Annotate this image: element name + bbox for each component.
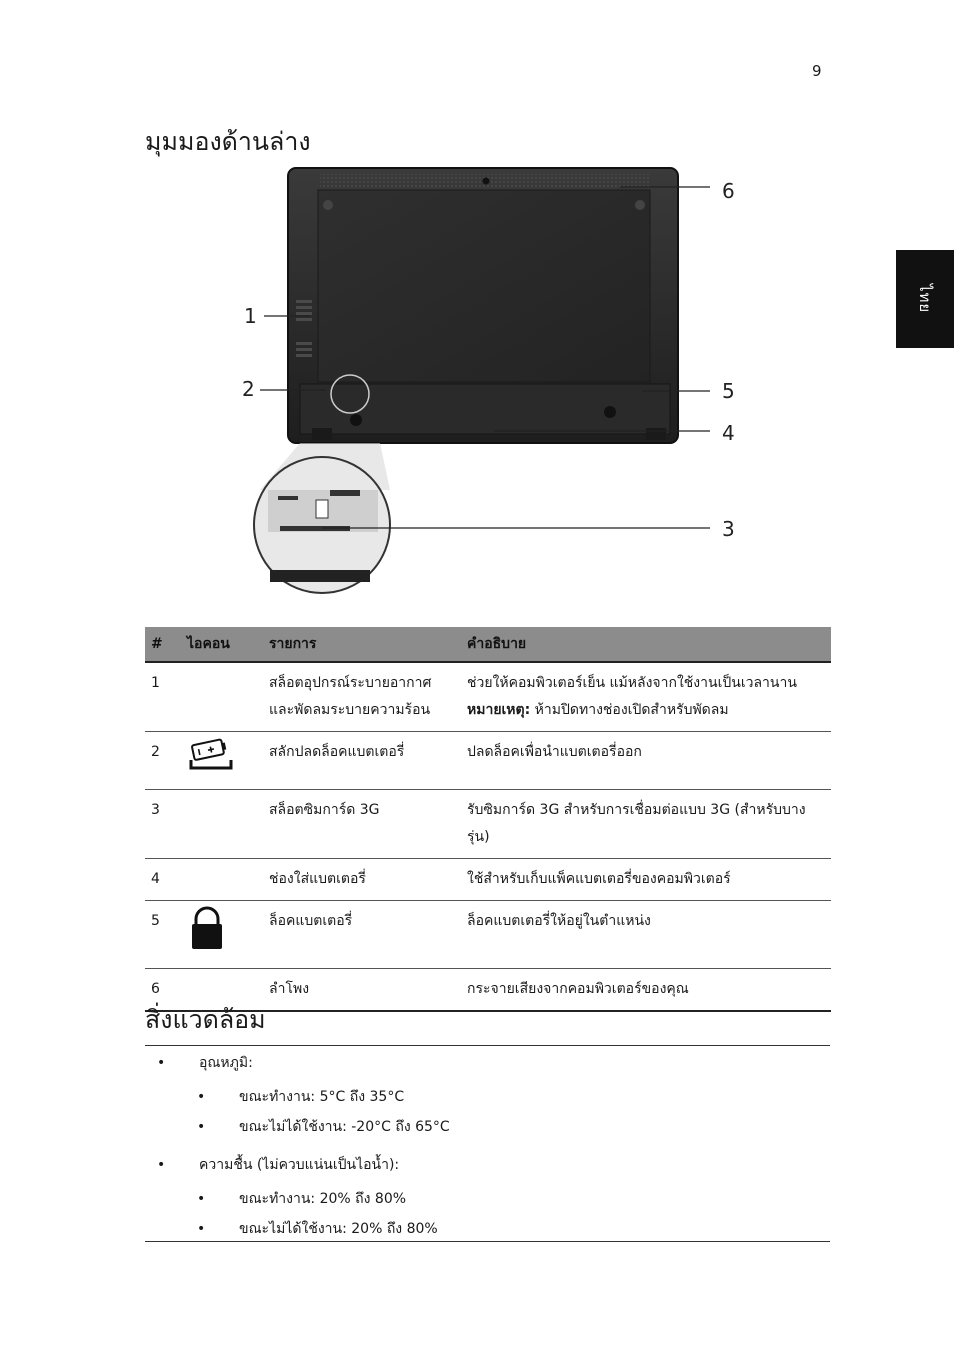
row-icon-empty	[181, 790, 263, 859]
row-item: ลำโพง	[263, 969, 461, 1012]
bullet: •	[157, 1055, 166, 1071]
temperature-label: อุณหภูมิ:	[199, 1055, 253, 1071]
list-item	[145, 1150, 830, 1180]
bullet: •	[197, 1191, 206, 1207]
list-item	[145, 1184, 830, 1214]
table-row	[145, 790, 831, 859]
row-number: 6	[145, 969, 181, 1012]
row-note	[467, 697, 825, 724]
battery-release-icon	[187, 736, 235, 772]
env-top-rule	[145, 1045, 830, 1046]
env-bottom-rule	[145, 1241, 830, 1242]
row-description: ล็อคแบตเตอรี่ให้อยู่ในตำแหน่ง	[461, 901, 831, 969]
row-description: ปลดล็อคเพื่อนำแบตเตอรี่ออก	[461, 732, 831, 790]
header-item: รายการ	[263, 627, 461, 662]
humidity-operating: ขณะทำงาน: 20% ถึง 80%	[239, 1191, 407, 1207]
battery-lock-icon	[187, 905, 227, 951]
list-item	[145, 1048, 830, 1078]
row-icon-empty	[181, 662, 263, 732]
table-row	[145, 662, 831, 732]
laptop-bottom-illustration	[230, 160, 750, 600]
language-tab-label: ไทย	[916, 284, 934, 314]
page-number: 9	[812, 62, 822, 80]
row-number: 4	[145, 859, 181, 901]
row-number: 3	[145, 790, 181, 859]
row-icon-empty	[181, 859, 263, 901]
row-number: 5	[145, 901, 181, 969]
list-item	[145, 1082, 830, 1112]
row-item: สลักปลดล็อคแบตเตอรี่	[263, 732, 461, 790]
temp-nonoperating: ขณะไม่ได้ใช้งาน: -20°C ถึง 65°C	[239, 1119, 450, 1135]
header-description: คำอธิบาย	[461, 627, 831, 662]
header-icon: ไอคอน	[181, 627, 263, 662]
table-row	[145, 859, 831, 901]
table-header-row	[145, 627, 831, 662]
list-item	[145, 1112, 830, 1142]
table-row	[145, 732, 831, 790]
bullet: •	[197, 1119, 206, 1135]
humidity-label: ความชื้น (ไม่ควบแน่นเป็นไอน้ำ):	[199, 1157, 400, 1173]
row-icon	[181, 732, 263, 790]
bullet: •	[157, 1157, 166, 1173]
laptop-bottom-view-figure	[230, 160, 750, 600]
bullet: •	[197, 1089, 206, 1105]
callout-1: 1	[244, 304, 257, 328]
row-number: 2	[145, 732, 181, 790]
row-icon	[181, 901, 263, 969]
components-table	[145, 627, 831, 1012]
row-description: ใช้สำหรับเก็บแพ็คแบตเตอรี่ของคอมพิวเตอร์	[461, 859, 831, 901]
list-item	[145, 1214, 830, 1244]
temp-operating: ขณะทำงาน: 5°C ถึง 35°C	[239, 1089, 405, 1105]
language-tab	[896, 250, 954, 348]
row-number: 1	[145, 662, 181, 732]
bullet: •	[197, 1221, 206, 1237]
humidity-nonoperating: ขณะไม่ได้ใช้งาน: 20% ถึง 80%	[239, 1221, 438, 1237]
callout-4: 4	[722, 421, 735, 445]
row-description-text: ช่วยให้คอมพิวเตอร์เย็น แม้หลังจากใช้งานเป็นเวลานาน	[467, 675, 797, 691]
row-description: รับซิมการ์ด 3G สำหรับการเชื่อมต่อแบบ 3G (สำหรับบางรุ่น)	[461, 790, 831, 859]
environment-list	[145, 1048, 830, 1244]
row-description	[461, 662, 831, 732]
callout-3: 3	[722, 517, 735, 541]
row-item: ล็อคแบตเตอรี่	[263, 901, 461, 969]
row-description: กระจายเสียงจากคอมพิวเตอร์ของคุณ	[461, 969, 831, 1012]
row-item: สล็อตอุปกรณ์ระบายอากาศและพัดลมระบายความร้อน	[263, 662, 461, 732]
header-num: #	[145, 627, 181, 662]
callout-2: 2	[242, 377, 255, 401]
bottom-cover-panel	[318, 190, 650, 382]
section-title-environment: สิ่งแวดล้อม	[145, 1005, 266, 1034]
section-title-bottom-view: มุมมองด้านล่าง	[145, 127, 311, 156]
table-row	[145, 901, 831, 969]
row-item: ช่องใส่แบตเตอรี่	[263, 859, 461, 901]
row-item: สล็อตซิมการ์ด 3G	[263, 790, 461, 859]
note-label: หมายเหตุ:	[467, 702, 531, 718]
note-text: ห้ามปิดทางช่องเปิดสำหรับพัดลม	[530, 702, 729, 718]
callout-6: 6	[722, 179, 735, 203]
callout-5: 5	[722, 379, 735, 403]
